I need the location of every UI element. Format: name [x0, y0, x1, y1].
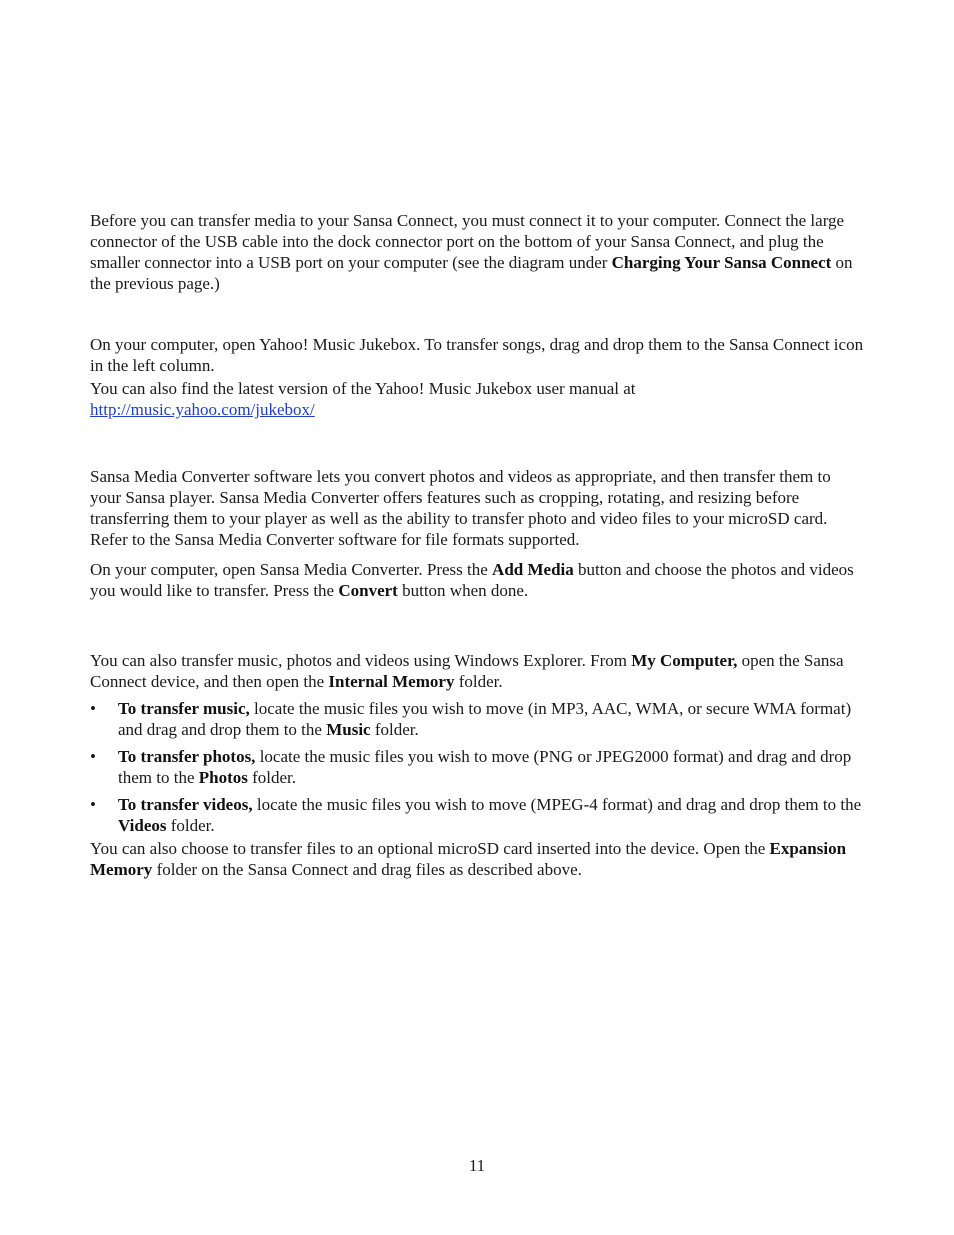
list-item-tail: folder. [247, 768, 297, 787]
list-item [90, 698, 866, 740]
list-item-tail: folder. [166, 816, 215, 835]
explorer-text-e: folder. [454, 672, 503, 691]
list-item-folder: Videos [118, 816, 167, 835]
expansion-memory-bold: Expansion Memory [90, 839, 847, 879]
jukebox-paragraph-2 [90, 378, 866, 420]
converter-text-a: On your computer, open Sansa Media Converter. Press the [90, 560, 493, 579]
bullet-icon: • [90, 795, 96, 814]
list-item-text: locate the music files you wish to move (in MP3, AAC, WMA, or secure WMA format) and drag and drop them to the [118, 699, 852, 739]
list-item-lead: To transfer videos, [118, 795, 253, 814]
jukebox-text: You can also find the latest version of the Yahoo! Music Jukebox user manual at [90, 379, 636, 398]
converter-text-c: button and choose the photos and videos you would like to transfer. Press the [90, 560, 854, 600]
my-computer-bold: My Computer, [631, 651, 738, 670]
connect-text-1: Before you can transfer media to your Sansa Connect, you must connect it to your computer. Connect the large connector of the USB cable into the dock connector port on the bottom of your Sansa Connect, and plug the smaller connector into a USB port on your computer (see the diagram under [90, 211, 845, 272]
list-item-text: locate the music files you wish to move (MPEG-4 format) and drag and drop them to the [252, 795, 862, 814]
convert-bold: Convert [338, 581, 398, 600]
explorer-paragraph-2 [90, 838, 866, 880]
list-item [90, 746, 866, 788]
list-item-lead: To transfer photos, [118, 747, 256, 766]
explorer-text-c: open the Sansa Connect device, and then open the [90, 651, 844, 691]
jukebox-manual-link[interactable]: http://music.yahoo.com/jukebox/ [90, 400, 315, 419]
list-item-tail: folder. [370, 720, 419, 739]
connect-paragraph [90, 210, 866, 294]
explorer-paragraph-1 [90, 650, 866, 692]
list-item-folder: Music [326, 720, 371, 739]
document-page [90, 210, 866, 880]
bullet-icon: • [90, 747, 96, 766]
converter-paragraph-1: Sansa Media Converter software lets you convert photos and videos as appropriate, and then transfer them to your Sansa player. Sansa Media Converter offers features such as cropping, rotating, and resizing before transferring them to your player as well as the ability to transfer photo and video files to your microSD card. Refer to the Sansa Media Converter software for file formats supported. [90, 467, 831, 549]
page-number: 11 [468, 1156, 486, 1175]
add-media-bold: Add Media [492, 560, 574, 579]
explorer-text-2c: folder on the Sansa Connect and drag files as described above. [152, 860, 582, 879]
list-item [90, 794, 866, 836]
bullet-icon: • [90, 699, 96, 718]
explorer-text-a: You can also transfer music, photos and videos using Windows Explorer. From [90, 651, 632, 670]
transfer-list [90, 698, 866, 836]
list-item-lead: To transfer music, [118, 699, 250, 718]
converter-paragraph-2 [90, 559, 866, 601]
list-item-folder: Photos [198, 768, 248, 787]
connect-text-2: on the previous page.) [90, 253, 853, 293]
list-item-text: locate the music files you wish to move (PNG or JPEG2000 format) and drag and drop them to the [118, 747, 852, 787]
converter-text-e: button when done. [397, 581, 529, 600]
connect-text-bold: Charging Your Sansa Connect [611, 253, 832, 272]
jukebox-paragraph-1: On your computer, open Yahoo! Music Jukebox. To transfer songs, drag and drop them to the Sansa Connect icon in the left column. [90, 335, 864, 375]
internal-memory-bold: Internal Memory [328, 672, 455, 691]
explorer-text-2a: You can also choose to transfer files to an optional microSD card inserted into the device. Open the [90, 839, 770, 858]
